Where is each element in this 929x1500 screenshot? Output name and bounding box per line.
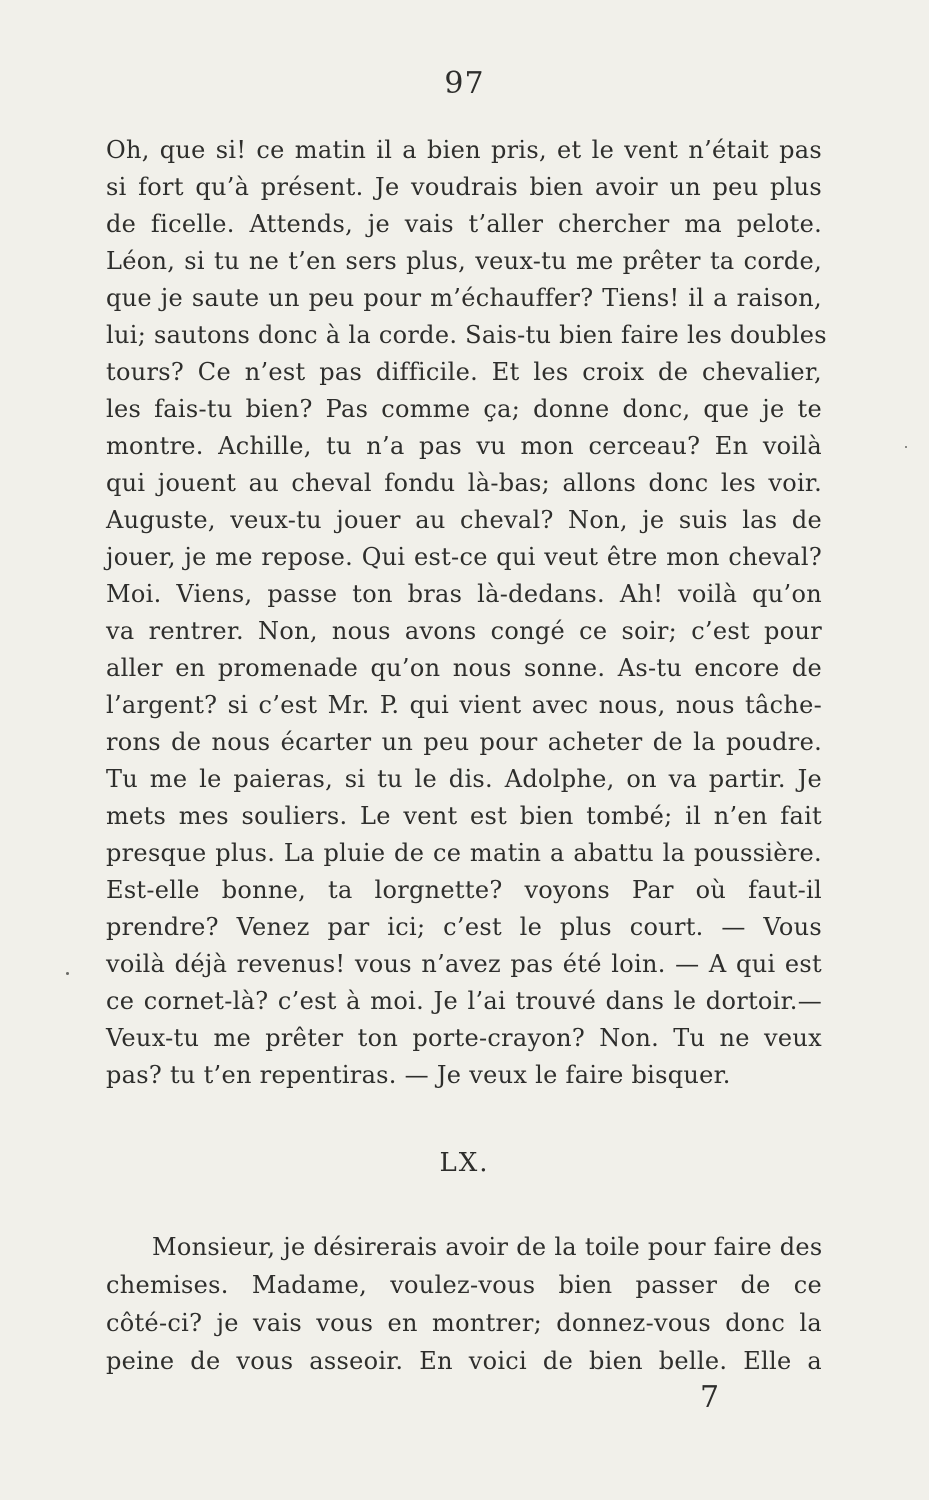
text-line: peine de vous asseoir. En voici de bien belle. Elle a — [106, 1347, 822, 1375]
text-line: Auguste, veux-tu jouer au cheval? Non, je suis las de — [106, 506, 822, 534]
text-line: mets mes souliers. Le vent est bien tombé; il n’en fait — [106, 802, 822, 830]
text-line: va rentrer. Non, nous avons congé ce soir; c’est pour — [106, 617, 822, 645]
text-line: jouer, je me repose. Qui est-ce qui veut être mon cheval? — [106, 543, 822, 571]
text-line: rons de nous écarter un peu pour acheter de la poudre. — [106, 728, 822, 756]
text-line: Est-elle bonne, ta lorgnette? voyons Par où faut-il — [106, 876, 822, 904]
text-line: voilà déjà revenus! vous n’avez pas été loin. — A qui est — [106, 950, 822, 978]
text-line: chemises. Madame, voulez-vous bien passer de ce — [106, 1271, 822, 1299]
text-line: qui jouent au cheval fondu là-bas; allons donc les voir. — [106, 469, 822, 497]
text-line: ce cornet-là? c’est à moi. Je l’ai trouvé dans le dortoir.— — [106, 987, 822, 1015]
page-number: 97 — [444, 66, 485, 101]
paragraph-shop — [106, 1228, 822, 1380]
text-line: côté-ci? je vais vous en montrer; donnez-vous donc la — [106, 1309, 822, 1337]
text-line: tours? Ce n’est pas difficile. Et les croix de chevalier, — [106, 358, 822, 386]
text-line: Léon, si tu ne t’en sers plus, veux-tu me prêter ta corde, — [106, 247, 822, 275]
text-line: lui; sautons donc à la corde. Sais-tu bien faire les doubles — [106, 321, 827, 349]
text-line: Tu me le paieras, si tu le dis. Adolphe, on va partir. Je — [106, 765, 822, 793]
text-line: l’argent? si c’est Mr. P. qui vient avec nous, nous tâche- — [106, 691, 822, 719]
text-line: Moi. Viens, passe ton bras là-dedans. Ah! voilà qu’on — [106, 580, 822, 608]
paragraph-dialogue — [106, 132, 827, 1094]
text-line: prendre? Venez par ici; c’est le plus court. — Vous — [106, 913, 822, 941]
text-line: Monsieur, je désirerais avoir de la toile pour faire des — [152, 1233, 823, 1261]
section-heading: LX. — [439, 1148, 490, 1178]
text-line: presque plus. La pluie de ce matin a abattu la poussière. — [106, 839, 822, 867]
text-line: les fais-tu bien? Pas comme ça; donne donc, que je te — [106, 395, 822, 423]
ink-speck — [905, 446, 907, 448]
text-line: Veux-tu me prêter ton porte-crayon? Non. Tu ne veux — [106, 1024, 822, 1052]
text-line: si fort qu’à présent. Je voudrais bien avoir un peu plus — [106, 173, 822, 201]
ink-speck — [66, 972, 69, 975]
text-line: de ficelle. Attends, je vais t’aller chercher ma pelote. — [106, 210, 822, 238]
text-line: Oh, que si! ce matin il a bien pris, et le vent n’était pas — [106, 136, 822, 164]
text-line: pas? tu t’en repentiras. — Je veux le faire bisquer. — [106, 1061, 731, 1089]
text-line: aller en promenade qu’on nous sonne. As-tu encore de — [106, 654, 822, 682]
text-line: montre. Achille, tu n’a pas vu mon cerceau? En voilà — [106, 432, 822, 460]
signature-mark: 7 — [700, 1380, 720, 1415]
text-line: que je saute un peu pour m’échauffer? Tiens! il a raison, — [106, 284, 822, 312]
